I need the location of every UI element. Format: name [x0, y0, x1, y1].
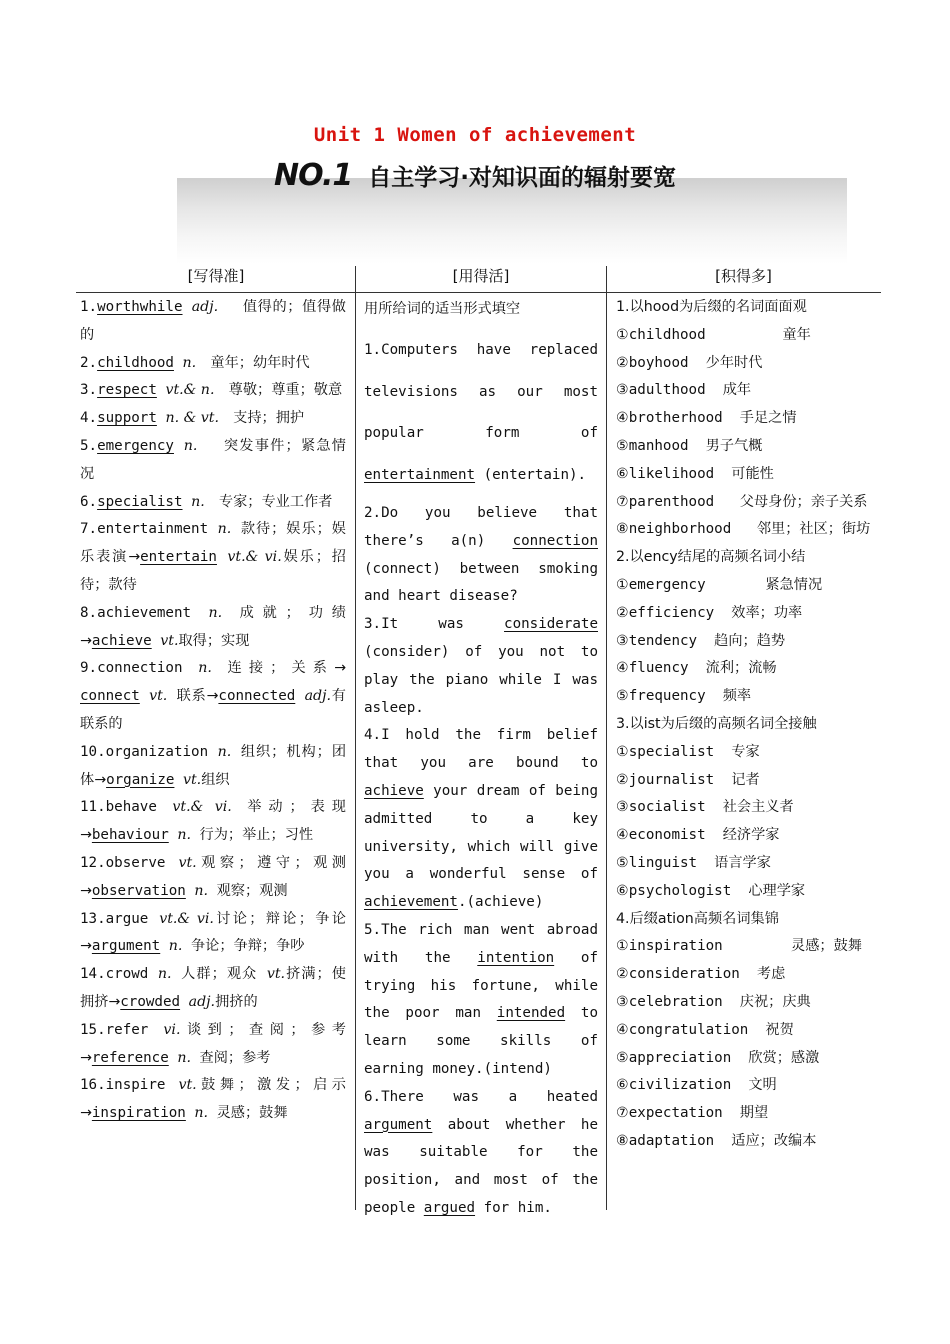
list-item: ④fluency 流利；流畅 [616, 660, 777, 677]
list-item: 5.emergency n. 突发事件；紧急情况 [80, 437, 346, 482]
list-item: ④brotherhood 手足之情 [616, 410, 797, 427]
list-item: ③socialist 社会主义者 [616, 799, 794, 816]
list-item: 12.observe vt.观察；遵守；观测→observation n. 观察；观测 [80, 854, 346, 899]
column-divider [355, 266, 356, 1210]
list-item: 4.support n. & vt. 支持；拥护 [80, 410, 305, 427]
list-item: 10.organization n. 组织；机构；团体→organize vt.组织 [80, 743, 347, 788]
list-item: 7.entertainment n. 款待；娱乐；娱乐表演→entertain vt.& vi.娱乐；招待；款待 [80, 521, 346, 593]
list-item: ③tendency 趋向；趋势 [616, 632, 786, 649]
list-item: 6.specialist n. 专家；专业工作者 [80, 493, 333, 510]
list-item: ②efficiency 效率；功率 [616, 604, 803, 621]
column-title-write: [写得准] [187, 267, 245, 285]
group-title: 1.以hood为后缀的名词面面观 [616, 299, 807, 315]
list-item: ⑧adaptation 适应；改编本 [616, 1132, 817, 1149]
exercise-item: 5.The rich man went abroad with the intention of trying his fortune, while the poor man intended to learn some skills of earning money.(intend) [364, 921, 599, 1077]
list-item: ⑦parenthood 父母身份；亲子关系 [616, 493, 868, 510]
list-item: ①emergency 紧急情况 [616, 576, 823, 593]
list-item: ③celebration 庆祝；庆典 [616, 993, 811, 1010]
header-divider [76, 292, 881, 293]
group-title: 2.以ency结尾的高频名词小结 [616, 549, 806, 566]
list-item: ⑤linguist 语言学家 [616, 854, 771, 871]
exercise-item: 6.There was a heated argument about whether he was suitable for the position, and most of the people argued for him. [364, 1088, 598, 1216]
list-item: ①specialist 专家 [616, 743, 760, 760]
section-subtitle: 自主学习·对知识面的辐射要宽 [368, 165, 676, 191]
list-item: 11.behave vt.& vi. 举动；表现→behaviour n. 行为；举止；习性 [80, 799, 346, 844]
column-title-use: [用得活] [452, 267, 510, 285]
list-item: ②consideration 考虑 [616, 966, 786, 983]
list-item: 15.refer vi.谈到；查阅；参考→reference n. 查阅；参考 [80, 1021, 346, 1066]
list-item: 9.connection n. 连接；关系→ connect vt. 联系→connected adj.有联系的 [80, 660, 346, 732]
list-item: ⑤appreciation 欣赏；感激 [616, 1049, 820, 1066]
answer-blank: argued [423, 1199, 476, 1216]
group-title: 3.以ist为后缀的高频名词全接触 [616, 715, 817, 732]
answer-blank: connection [512, 532, 598, 549]
exercise-instruction: 用所给词的适当形式填空 [364, 301, 521, 317]
accumulate-column [616, 294, 878, 1156]
list-item: ②journalist 记者 [616, 771, 760, 788]
exercise-column [364, 294, 598, 1223]
answer-blank: considerate [504, 616, 598, 633]
list-item: ⑤manhood 男子气概 [616, 437, 763, 454]
list-item: 14.crowd n. 人群；观众 vt.挤满；使拥挤→crowded adj.拥挤的 [80, 966, 346, 1010]
list-item: 3.respect vt.& n. 尊敬；尊重；敬意 [80, 382, 343, 399]
list-item: 16.inspire vt.鼓舞；激发；启示→inspiration n. 灵感；鼓舞 [80, 1077, 346, 1122]
answer-blank: intended [496, 1005, 566, 1022]
list-item: ①childhood 童年 [616, 326, 811, 343]
vocab-table [76, 264, 881, 1216]
list-item: ③adulthood 成年 [616, 382, 752, 399]
answer-blank: intention [477, 949, 555, 966]
list-item: ④economist 经济学家 [616, 827, 780, 844]
list-item: ⑦expectation 期望 [616, 1105, 769, 1122]
list-item: ⑥civilization 文明 [616, 1077, 777, 1094]
exercise-item: 2.Do you believe that there’s a(n) connection (connect) between smoking and heart disease? [364, 505, 598, 605]
group-title: 4.后缀ation高频名词集锦 [616, 910, 779, 927]
list-item: 13.argue vt.& vi.讨论；辩论；争论→argument n. 争论；争辩；争吵 [80, 910, 346, 955]
column-title-accumulate: [积得多] [715, 267, 772, 285]
answer-blank: achieve [364, 782, 424, 799]
exercise-item: 3.It was considerate (consider) of you not to play the piano while I was asleep. [364, 616, 598, 716]
column-divider [606, 266, 607, 1210]
list-item: ⑥psychologist 心理学家 [616, 882, 806, 899]
answer-blank: achievement [364, 894, 458, 911]
list-item: 8.achievement n. 成就；功绩→achieve vt.取得；实现 [80, 604, 346, 649]
exercise-item: 1.Computers have replaced televisions as our most popular form of entertainment (entertain). [364, 342, 598, 483]
list-item: ⑥likelihood 可能性 [616, 465, 774, 482]
exercise-item: 4.I hold the firm belief that you are bound to achieve your dream of being admitted to a key university, which will give you a wonderful sense of achievement.(achieve) [364, 727, 598, 911]
list-item: ④congratulation 祝贺 [616, 1021, 794, 1038]
answer-blank: entertainment [364, 466, 476, 483]
list-item: 1.worthwhile adj. 值得的；值得做的 [80, 299, 346, 343]
word-list-column [80, 294, 346, 1128]
list-item: ⑧neighborhood 邻里；社区；街坊 [616, 521, 871, 538]
list-item: 2.childhood n. 童年；幼年时代 [80, 354, 310, 371]
answer-blank: argument [364, 1116, 433, 1133]
list-item: ①inspiration 灵感；鼓舞 [616, 938, 862, 955]
list-item: ②boyhood 少年时代 [616, 354, 763, 371]
section-number: NO.1 [274, 158, 353, 193]
unit-title: Unit 1 Women of achievement [313, 124, 637, 146]
list-item: ⑤frequency 频率 [616, 688, 752, 705]
section-heading [0, 158, 950, 193]
